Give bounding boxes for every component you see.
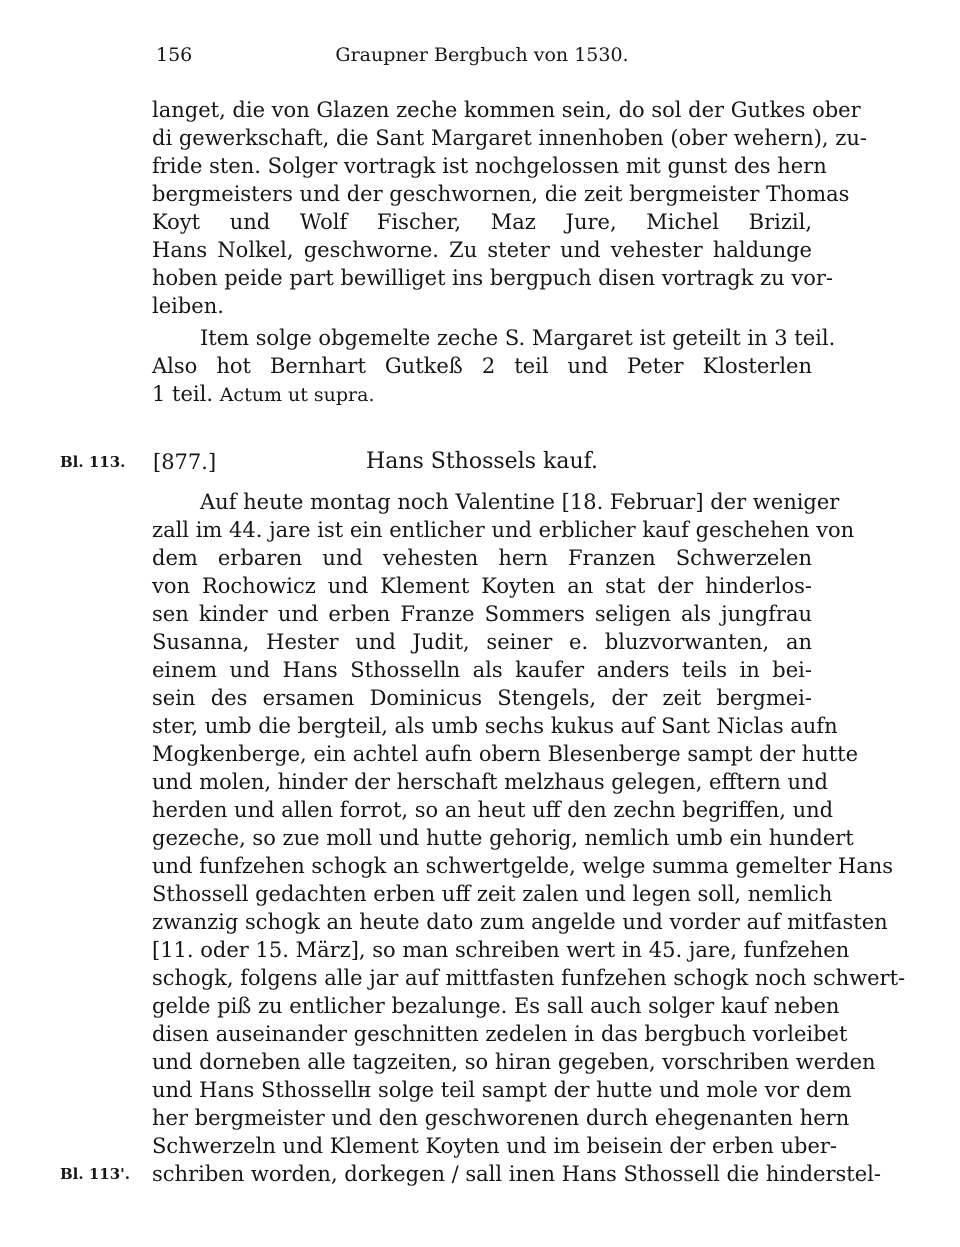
text-line: gelde piß zu entlicher bezalunge. Es sall auch solger kauf neben xyxy=(152,994,840,1018)
text-line: und funfzehen schogk an schwertgelde, welge summa gemelter Hans xyxy=(152,854,894,878)
text-line: her bergmeister und den geschworenen durch ehegenanten hern xyxy=(152,1106,850,1130)
text-line: disen auseinander geschnitten zedelen in das bergbuch vorleibet xyxy=(152,1022,848,1046)
page-header xyxy=(152,38,812,70)
text-line: und Hans Sthossellн solge teil sampt der hutte und mole vor dem xyxy=(152,1078,852,1102)
text-line: langet, die von Glazen zeche kommen sein, do sol der Gutkes ober xyxy=(152,98,861,122)
text-line: herden und allen forrot, so an heut uff den zechn begriffen, und xyxy=(152,798,834,822)
text-line: schogk, folgens alle jar auf mittfasten funfzehen schogk noch schwert- xyxy=(152,966,906,990)
text-line: gezeche, so zue moll und hutte gehorig, nemlich umb ein hundert xyxy=(152,826,854,850)
margin-folio-reference: Bl. 113'. xyxy=(60,1165,130,1183)
text-line: Mogkenberge, ein achtel aufn obern Blesenberge sampt der hutte xyxy=(152,742,859,766)
text-line: di gewerkschaft, die Sant Margaret innenhoben (ober wehern), zu- xyxy=(152,126,867,150)
text-line: Also hot Bernhart Gutkeß 2 teil und Peter Klosterlen xyxy=(152,354,812,378)
page-number: 156 xyxy=(156,44,193,66)
text-line: hoben peide part bewilliget ins bergpuch disen vortragk zu vor- xyxy=(152,266,834,290)
text-line: Susanna, Hester und Judit, seiner e. bluzvorwanten, an xyxy=(152,630,812,654)
text-segment: 1 teil. xyxy=(152,382,214,406)
text-line: Schwerzeln und Klement Koyten und im beisein der erben uber- xyxy=(152,1134,838,1158)
text-line: fride sten. Solger vortragk ist nochgelossen mit gunst des hern xyxy=(152,154,827,178)
text-line: leiben. xyxy=(152,294,224,318)
text-line: schriben worden, dorkegen / sall inen Hans Sthossell die hinderstel- xyxy=(152,1162,881,1186)
text-line: und molen, hinder der herschaft melzhaus gelegen, efftern und xyxy=(152,770,828,794)
text-line: sen kinder und erben Franze Sommers seligen als jungfrau xyxy=(152,602,812,626)
text-line: bergmeisters und der geschwornen, die zeit bergmeister Thomas xyxy=(152,182,850,206)
text-line: Item solge obgemelte zeche S. Margaret ist geteilt in 3 teil. xyxy=(200,326,836,350)
text-line: dem erbaren und vehesten hern Franzen Schwerzelen xyxy=(152,546,812,570)
text-line: ster, umb die bergteil, als umb sechs kukus auf Sant Niclas aufn xyxy=(152,714,838,738)
text-line: sein des ersamen Dominicus Stengels, der zeit bergmei- xyxy=(152,686,812,710)
text-line xyxy=(152,380,812,408)
text-line: Sthossell gedachten erben uff zeit zalen und legen soll, nemlich xyxy=(152,882,833,906)
text-line: zall im 44. jare ist ein entlicher und erblicher kauf geschehen von xyxy=(152,518,855,542)
section-title: Hans Sthossels kauf. xyxy=(366,449,598,474)
text-line: und dorneben alle tagzeiten, so hiran gegeben, vorschriben werden xyxy=(152,1050,876,1074)
margin-folio-reference: Bl. 113. xyxy=(60,453,126,471)
running-title: Graupner Bergbuch von 1530. xyxy=(335,44,629,66)
text-line: Koyt und Wolf Fischer, Maz Jure, Michel Brizil, xyxy=(152,210,812,234)
text-line: von Rochowicz und Klement Koyten an stat der hinderlos- xyxy=(152,574,812,598)
text-line: zwanzig schogk an heute dato zum angelde und vorder auf mitfasten xyxy=(152,910,888,934)
text-line: Auf heute montag noch Valentine [18. Februar] der weniger xyxy=(200,490,840,514)
section-number: [877.] xyxy=(153,450,217,474)
latin-phrase: Actum ut supra. xyxy=(219,384,375,406)
text-line: Hans Nolkel, geschworne. Zu steter und vehester haldunge xyxy=(152,238,812,262)
text-line: [11. oder 15. März], so man schreiben wert in 45. jare, funfzehen xyxy=(152,938,850,962)
text-line: einem und Hans Sthosselln als kaufer anders teils in bei- xyxy=(152,658,812,682)
